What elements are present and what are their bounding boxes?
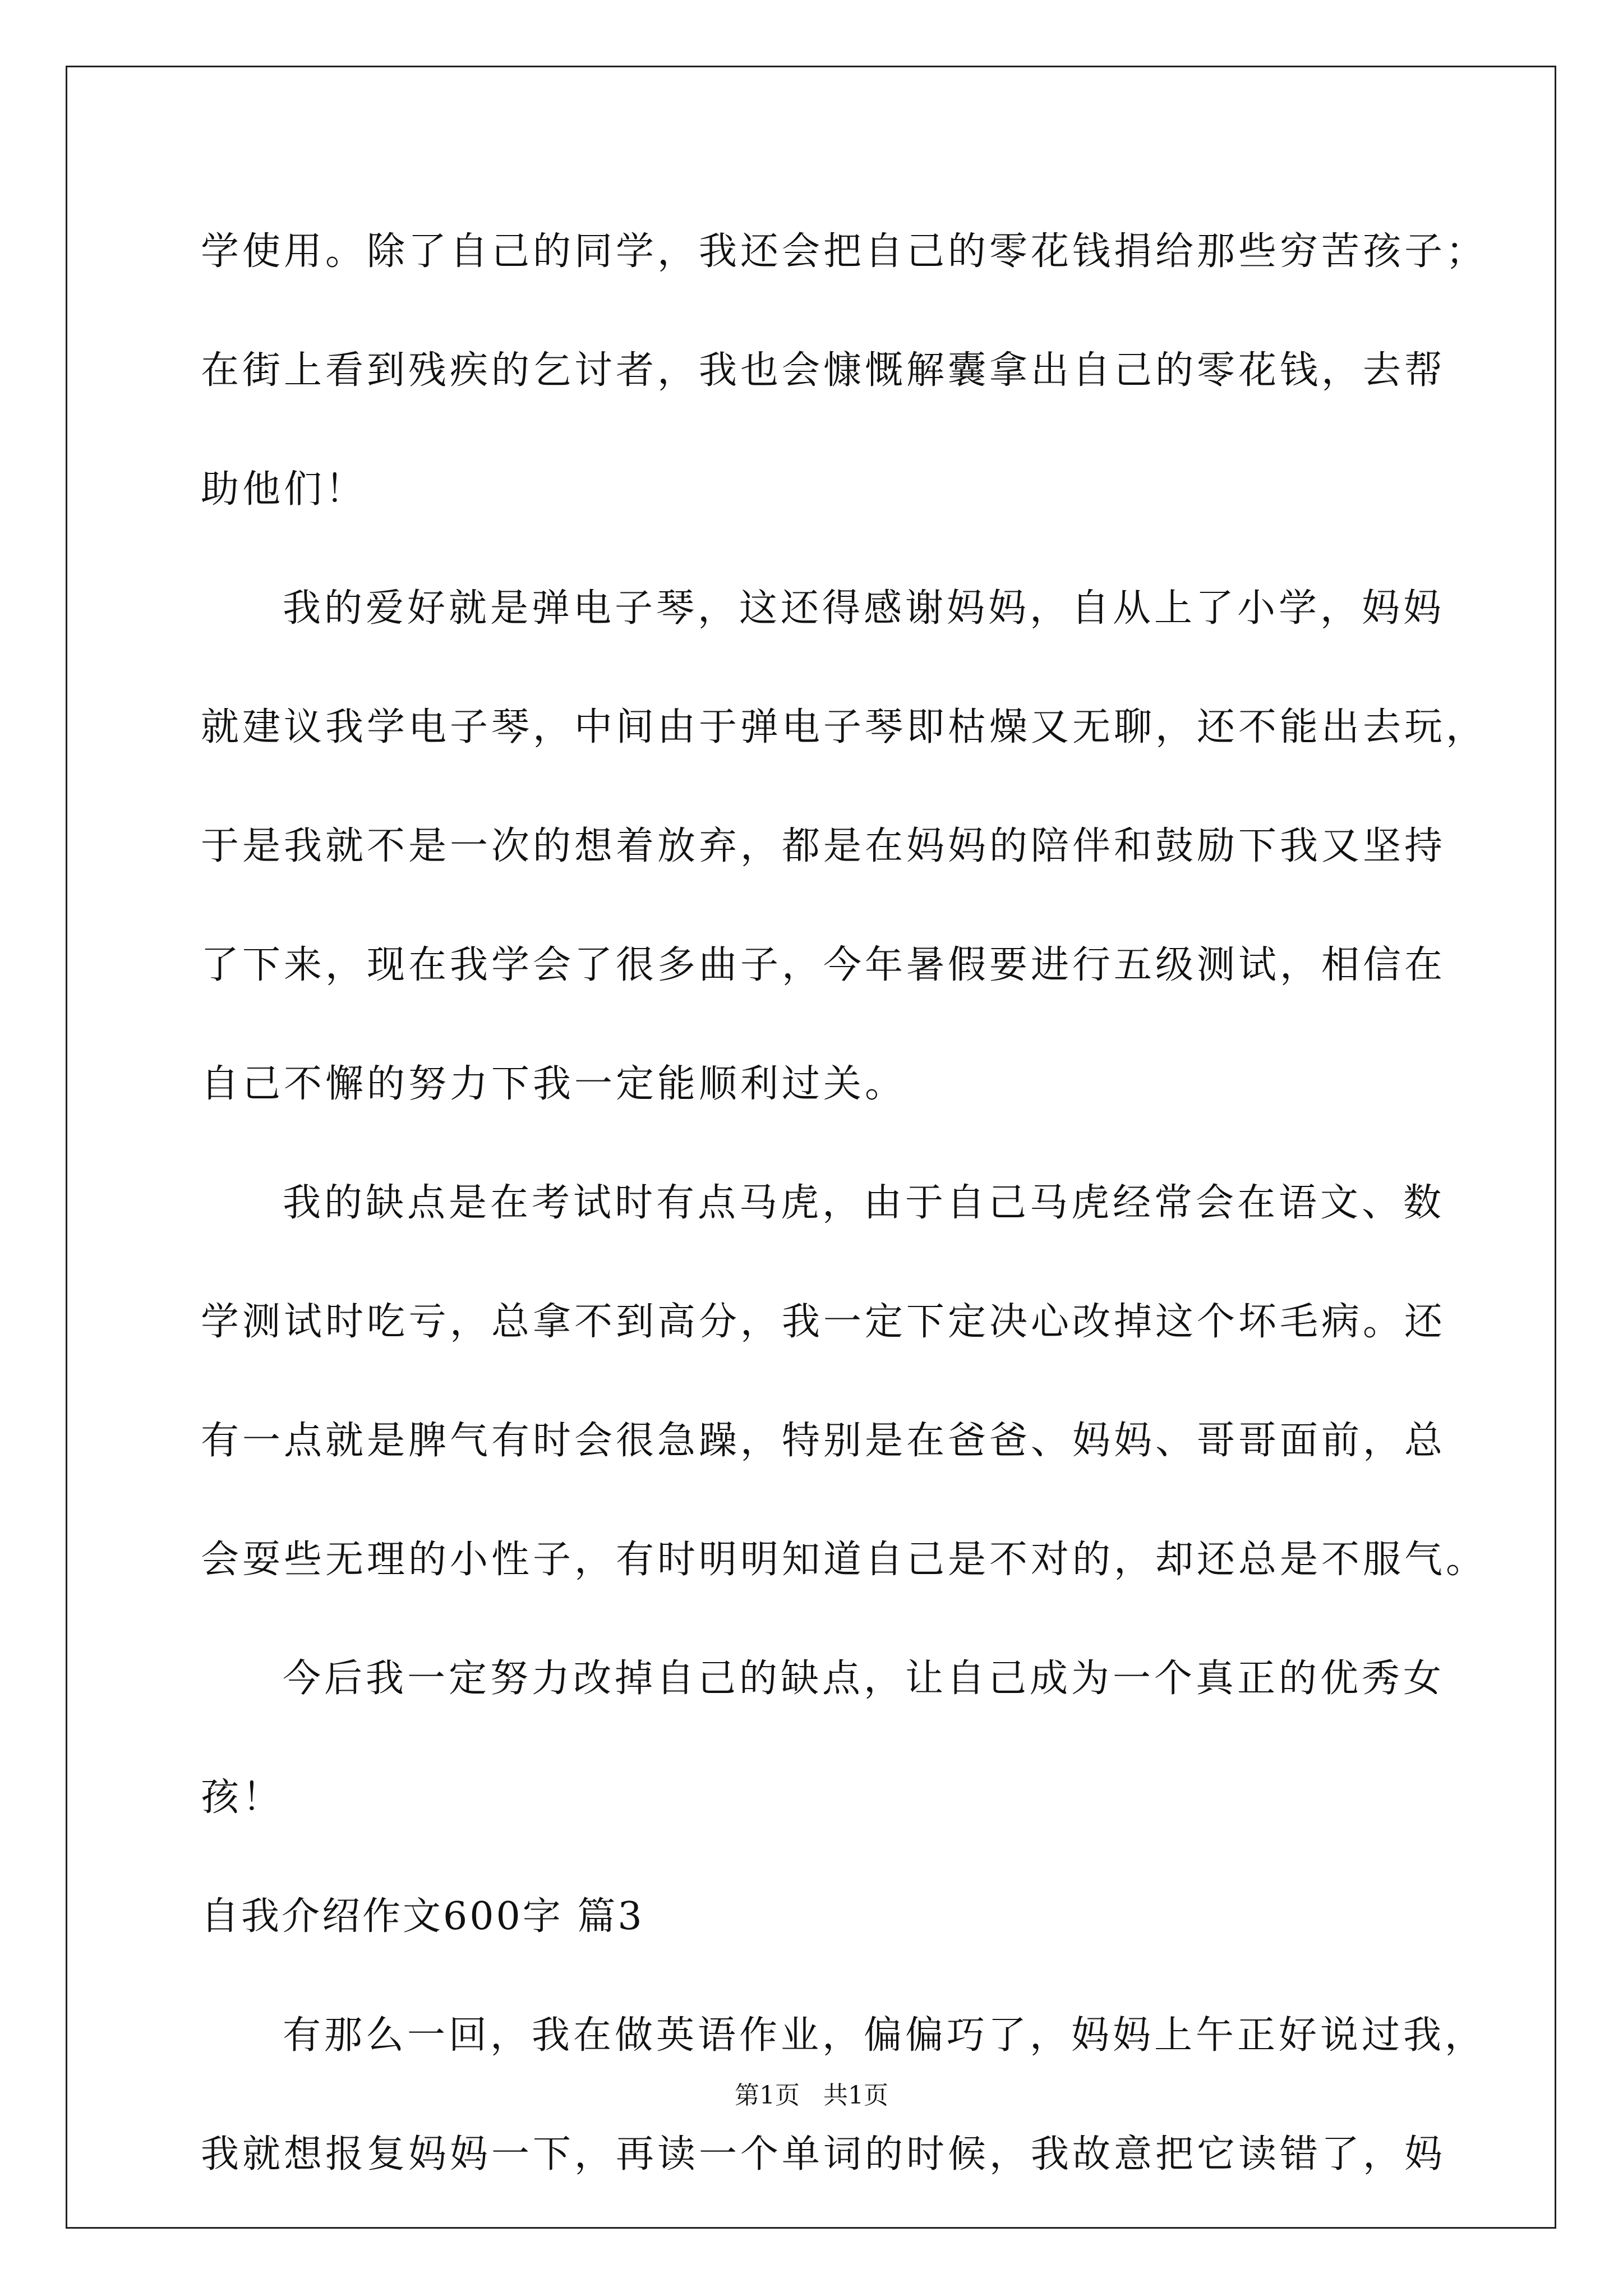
paragraph-line: 我的缺点是在考试时有点马虎，由于自己马虎经常会在语文、数 <box>283 1181 1445 1225</box>
paragraph-line: 今后我一定努力改掉自己的缺点，让自己成为一个真正的优秀女 <box>283 1657 1445 1701</box>
paragraph-line: 在街上看到残疾的乞讨者，我也会慷慨解囊拿出自己的零花钱，去帮 <box>201 348 1446 393</box>
paragraph-line: 学测试时吃亏，总拿不到高分，我一定下定决心改掉这个坏毛病。还 <box>201 1300 1446 1344</box>
paragraph-line: 助他们！ <box>201 467 367 512</box>
paragraph-line: 有一点就是脾气有时会很急躁，特别是在爸爸、妈妈、哥哥面前，总 <box>201 1419 1446 1463</box>
paragraph-line: 我就想报复妈妈一下，再读一个单词的时候，我故意把它读错了，妈 <box>201 2132 1446 2177</box>
paragraph-line: 会耍些无理的小性子，有时明明知道自己是不对的，却还总是不服气。 <box>201 1538 1488 1582</box>
document-body <box>201 192 1488 2214</box>
paragraph-line: 有那么一回，我在做英语作业，偏偏巧了，妈妈上午正好说过我， <box>283 2013 1487 2058</box>
paragraph-line: 就建议我学电子琴，中间由于弹电子琴即枯燥又无聊，还不能出去玩， <box>201 705 1488 749</box>
section-heading: 自我介绍作文600字 篇3 <box>201 1894 644 1939</box>
paragraph-line: 了下来，现在我学会了很多曲子，今年暑假要进行五级测试，相信在 <box>201 943 1446 987</box>
paragraph-line: 我的爱好就是弹电子琴，这还得感谢妈妈，自从上了小学，妈妈 <box>283 586 1445 631</box>
paragraph-line: 学使用。除了自己的同学，我还会把自己的零花钱捐给那些穷苦孩子； <box>201 229 1488 274</box>
paragraph-line: 孩！ <box>201 1775 284 1820</box>
paragraph-line: 于是我就不是一次的想着放弃，都是在妈妈的陪伴和鼓励下我又坚持 <box>201 824 1446 868</box>
paragraph-line: 自己不懈的努力下我一定能顺利过关。 <box>201 1062 907 1106</box>
page-number: 第1页 共1页 <box>735 2081 888 2110</box>
